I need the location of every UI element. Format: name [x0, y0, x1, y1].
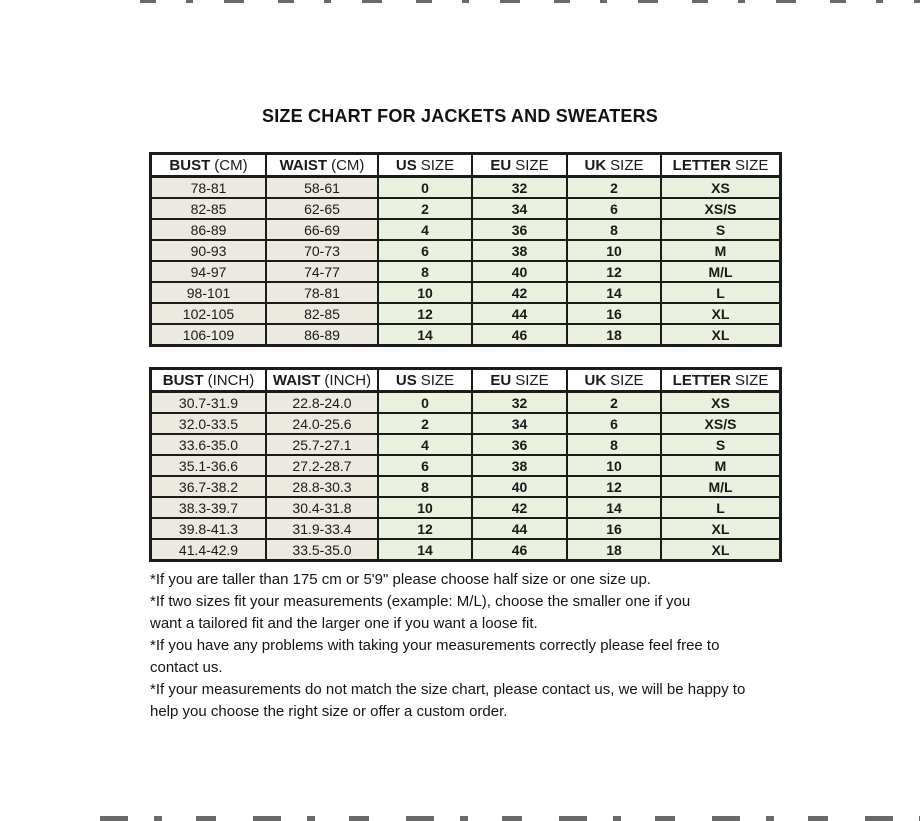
cell-eu-size: 42 [472, 282, 567, 303]
cell-us-size: 10 [378, 497, 472, 518]
cell-uk-size: 18 [567, 324, 661, 346]
table-row [151, 261, 781, 282]
cell-us-size: 4 [378, 434, 472, 455]
cell-letter-size: XL [661, 518, 781, 539]
cell-waist: 66-69 [266, 219, 378, 240]
column-header-strong: EU [490, 371, 512, 389]
cell-bust: 90-93 [151, 240, 267, 261]
column-header-rest: SIZE [515, 371, 549, 389]
column-header-rest: SIZE [735, 371, 769, 389]
cell-letter-size: M [661, 455, 781, 476]
column-header-strong: UK [584, 156, 607, 174]
footnote-line: *If you are taller than 175 cm or 5'9" please choose half size or one size up. [150, 571, 651, 588]
cell-bust: 39.8-41.3 [151, 518, 267, 539]
column-header-rest: (CM) [331, 156, 365, 174]
cell-eu-size: 44 [472, 518, 567, 539]
cell-bust: 78-81 [151, 177, 267, 199]
column-header-rest: SIZE [610, 156, 644, 174]
cell-uk-size: 14 [567, 497, 661, 518]
table-row [151, 476, 781, 497]
cell-waist: 24.0-25.6 [266, 413, 378, 434]
cell-waist: 31.9-33.4 [266, 518, 378, 539]
column-header-strong: WAIST [272, 371, 321, 389]
footnote-line: help you choose the right size or offer a custom order. [150, 703, 508, 720]
table-row [151, 198, 781, 219]
cell-uk-size: 2 [567, 177, 661, 199]
cell-uk-size: 16 [567, 518, 661, 539]
cell-waist: 70-73 [266, 240, 378, 261]
table-row [151, 219, 781, 240]
cell-letter-size: M/L [661, 476, 781, 497]
table-row [151, 518, 781, 539]
cell-letter-size: XL [661, 324, 781, 346]
cell-letter-size: XL [661, 303, 781, 324]
cell-letter-size: XS/S [661, 198, 781, 219]
cell-uk-size: 10 [567, 240, 661, 261]
cell-bust: 33.6-35.0 [151, 434, 267, 455]
footnote-line: *If two sizes fit your measurements (example: M/L), choose the smaller one if you [150, 593, 691, 610]
cell-letter-size: XS [661, 392, 781, 414]
cell-letter-size: M/L [661, 261, 781, 282]
column-header-uk-size [567, 154, 661, 177]
cell-waist: 22.8-24.0 [266, 392, 378, 414]
cell-waist: 27.2-28.7 [266, 455, 378, 476]
column-header-bust [151, 154, 267, 177]
cell-eu-size: 46 [472, 324, 567, 346]
cell-us-size: 0 [378, 177, 472, 199]
cell-us-size: 6 [378, 240, 472, 261]
cell-waist: 78-81 [266, 282, 378, 303]
column-header-letter-size [661, 369, 781, 392]
footnote-line: *If your measurements do not match the size chart, please contact us, we will be happy to [150, 681, 746, 698]
cell-eu-size: 40 [472, 261, 567, 282]
cell-uk-size: 2 [567, 392, 661, 414]
cell-us-size: 2 [378, 413, 472, 434]
cell-bust: 102-105 [151, 303, 267, 324]
table-row [151, 240, 781, 261]
cell-bust: 30.7-31.9 [151, 392, 267, 414]
cell-uk-size: 6 [567, 198, 661, 219]
header-row [151, 369, 781, 392]
table-row [151, 324, 781, 346]
cell-us-size: 0 [378, 392, 472, 414]
cell-eu-size: 36 [472, 219, 567, 240]
cell-bust: 36.7-38.2 [151, 476, 267, 497]
cell-eu-size: 42 [472, 497, 567, 518]
column-header-waist [266, 369, 378, 392]
column-header-strong: US [395, 371, 417, 389]
table-row [151, 392, 781, 414]
cell-eu-size: 46 [472, 539, 567, 561]
table-row [151, 282, 781, 303]
column-header-rest: SIZE [515, 156, 549, 174]
cell-bust: 32.0-33.5 [151, 413, 267, 434]
cell-uk-size: 8 [567, 219, 661, 240]
table-row [151, 455, 781, 476]
top-edge-marks [140, 0, 920, 3]
cell-letter-size: L [661, 282, 781, 303]
cell-eu-size: 34 [472, 198, 567, 219]
cell-bust: 82-85 [151, 198, 267, 219]
cell-uk-size: 16 [567, 303, 661, 324]
column-header-strong: EU [490, 156, 512, 174]
cell-us-size: 4 [378, 219, 472, 240]
cell-uk-size: 6 [567, 413, 661, 434]
cell-letter-size: S [661, 219, 781, 240]
column-header-strong: WAIST [279, 156, 328, 174]
column-header-eu-size [472, 369, 567, 392]
footnote-line: want a tailored fit and the larger one if you want a loose fit. [150, 615, 538, 632]
cell-bust: 38.3-39.7 [151, 497, 267, 518]
cell-waist: 58-61 [266, 177, 378, 199]
cell-waist: 86-89 [266, 324, 378, 346]
cell-waist: 25.7-27.1 [266, 434, 378, 455]
cell-bust: 86-89 [151, 219, 267, 240]
table-row [151, 434, 781, 455]
column-header-rest: SIZE [420, 371, 455, 389]
cell-uk-size: 12 [567, 261, 661, 282]
cell-waist: 28.8-30.3 [266, 476, 378, 497]
cell-letter-size: XS [661, 177, 781, 199]
cell-eu-size: 32 [472, 177, 567, 199]
cell-bust: 98-101 [151, 282, 267, 303]
cell-us-size: 12 [378, 303, 472, 324]
column-header-strong: US [395, 156, 417, 174]
column-header-rest: (INCH) [324, 371, 372, 389]
cell-eu-size: 38 [472, 240, 567, 261]
column-header-rest: (INCH) [207, 371, 255, 389]
cell-waist: 30.4-31.8 [266, 497, 378, 518]
cell-eu-size: 36 [472, 434, 567, 455]
column-header-rest: SIZE [610, 371, 644, 389]
table-row [151, 497, 781, 518]
cell-letter-size: XL [661, 539, 781, 561]
table-row [151, 539, 781, 561]
header-row [151, 154, 781, 177]
cell-eu-size: 32 [472, 392, 567, 414]
cell-letter-size: S [661, 434, 781, 455]
cell-us-size: 14 [378, 324, 472, 346]
cell-us-size: 10 [378, 282, 472, 303]
size-table-cm [149, 152, 782, 347]
cell-us-size: 12 [378, 518, 472, 539]
column-header-rest: SIZE [735, 156, 769, 174]
column-header-strong: UK [584, 371, 607, 389]
cell-waist: 74-77 [266, 261, 378, 282]
footnote-line: *If you have any problems with taking your measurements correctly please feel free to [150, 637, 720, 654]
cell-waist: 33.5-35.0 [266, 539, 378, 561]
cell-letter-size: L [661, 497, 781, 518]
column-header-uk-size [567, 369, 661, 392]
table-row [151, 177, 781, 199]
size-table-inch [149, 367, 782, 562]
column-header-strong: BUST [162, 371, 204, 389]
column-header-strong: LETTER [672, 371, 731, 389]
table-row [151, 303, 781, 324]
cell-bust: 106-109 [151, 324, 267, 346]
cell-uk-size: 12 [567, 476, 661, 497]
bottom-edge-marks [100, 816, 920, 821]
column-header-rest: SIZE [420, 156, 455, 174]
cell-eu-size: 44 [472, 303, 567, 324]
cell-eu-size: 34 [472, 413, 567, 434]
cell-bust: 41.4-42.9 [151, 539, 267, 561]
cell-eu-size: 40 [472, 476, 567, 497]
cell-us-size: 6 [378, 455, 472, 476]
cell-bust: 35.1-36.6 [151, 455, 267, 476]
footnote-line: contact us. [150, 659, 223, 676]
column-header-us-size [378, 369, 472, 392]
cell-waist: 62-65 [266, 198, 378, 219]
cell-letter-size: XS/S [661, 413, 781, 434]
column-header-eu-size [472, 154, 567, 177]
cell-us-size: 2 [378, 198, 472, 219]
cell-us-size: 14 [378, 539, 472, 561]
cell-uk-size: 10 [567, 455, 661, 476]
column-header-us-size [378, 154, 472, 177]
column-header-waist [266, 154, 378, 177]
cell-us-size: 8 [378, 261, 472, 282]
cell-letter-size: M [661, 240, 781, 261]
page-title: SIZE CHART FOR JACKETS AND SWEATERS [261, 106, 658, 126]
cell-waist: 82-85 [266, 303, 378, 324]
cell-eu-size: 38 [472, 455, 567, 476]
cell-us-size: 8 [378, 476, 472, 497]
column-header-rest: (CM) [214, 156, 248, 174]
cell-uk-size: 14 [567, 282, 661, 303]
column-header-strong: LETTER [672, 156, 731, 174]
cell-bust: 94-97 [151, 261, 267, 282]
cell-uk-size: 8 [567, 434, 661, 455]
cell-uk-size: 18 [567, 539, 661, 561]
table-row [151, 413, 781, 434]
column-header-bust [151, 369, 267, 392]
column-header-strong: BUST [169, 156, 211, 174]
footnotes [150, 569, 810, 723]
column-header-letter-size [661, 154, 781, 177]
